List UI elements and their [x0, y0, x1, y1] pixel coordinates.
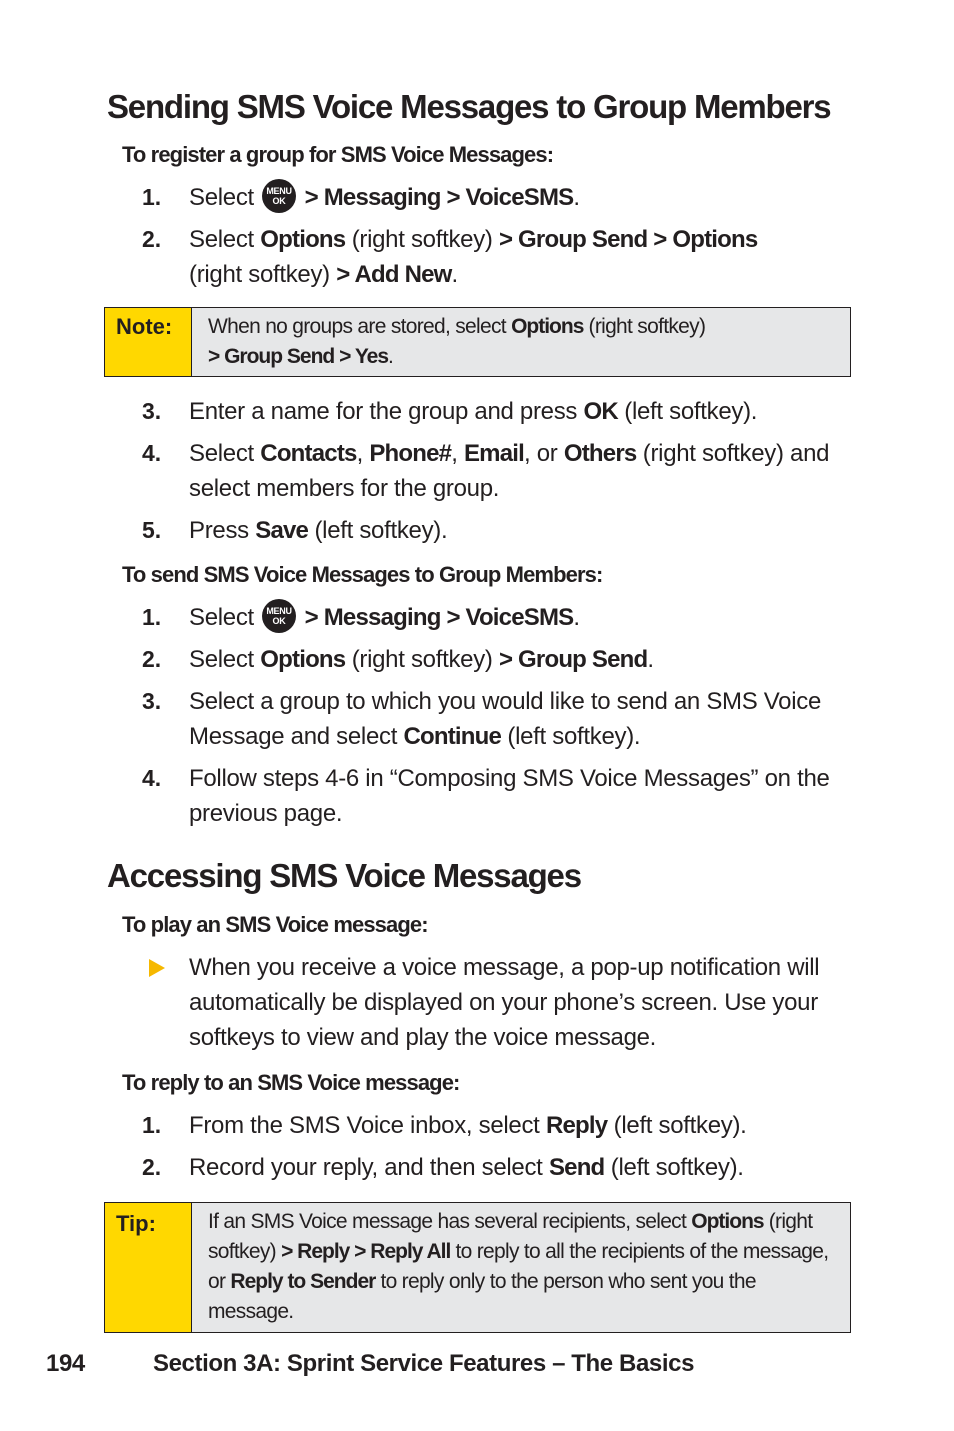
step-number: 3. [142, 398, 162, 424]
subheading-reply: To reply to an SMS Voice message: [122, 1070, 460, 1095]
step-text: Record your reply, and then select Send (left softkey). [189, 1154, 744, 1181]
step-number: 1. [142, 1112, 162, 1138]
footer-section-title: Section 3A: Sprint Service Features – The Basics [153, 1350, 695, 1377]
step-number: 4. [142, 765, 162, 791]
step-text: Select Options (right softkey) > Group Send. [189, 646, 654, 673]
step-text: Enter a name for the group and press OK (left softkey). [189, 398, 758, 425]
step-number: 5. [142, 517, 162, 543]
section-title-accessing: Accessing SMS Voice Messages [107, 857, 581, 894]
step-number: 1. [142, 604, 162, 630]
step-text: Select MENU OK > Messaging > VoiceSMS. [189, 600, 864, 636]
step-text: Follow steps 4-6 in “Composing SMS Voice Messages” on the previous page. [189, 765, 830, 827]
subheading-send: To send SMS Voice Messages to Group Members: [122, 562, 603, 587]
step-text: Select Options (right softkey) > Group Send > Options (right softkey) > Add New. [189, 226, 758, 288]
svg-text:MENU: MENU [266, 605, 292, 616]
subheading-play: To play an SMS Voice message: [122, 912, 428, 937]
svg-text:MENU: MENU [266, 185, 292, 196]
svg-text:OK: OK [272, 615, 286, 626]
note-box [104, 307, 851, 377]
step-text: Select Contacts, Phone#, Email, or Others (right softkey) and select members for the group. [189, 440, 830, 502]
tip-box [104, 1202, 851, 1333]
note-label: Note: [105, 308, 192, 376]
step-number: 1. [142, 184, 162, 210]
tip-label: Tip: [105, 1203, 192, 1332]
step-text: Select MENU OK > Messaging > VoiceSMS. [189, 180, 864, 216]
note-text: When no groups are stored, select Options (right softkey) > Group Send > Yes. [208, 315, 706, 368]
tip-text: If an SMS Voice message has several recipients, select Options (right softkey) > Reply > Reply All to reply to all the recipients of the message, or Reply to Sender to reply only to the person who sent you the message. [208, 1210, 829, 1323]
page-number: 194 [46, 1350, 85, 1377]
step-number: 2. [142, 646, 162, 672]
step-text: From the SMS Voice inbox, select Reply (left softkey). [189, 1112, 747, 1139]
bullet-text: When you receive a voice message, a pop-up notification will automatically be displayed on your phone’s screen. Use your softkeys to view and play the voice message. [189, 954, 820, 1051]
step-number: 4. [142, 440, 162, 466]
menu-ok-key-icon [262, 179, 296, 213]
step-text: Press Save (left softkey). [189, 517, 448, 544]
step-number: 2. [142, 226, 162, 252]
section-title-sending: Sending SMS Voice Messages to Group Members [107, 88, 831, 125]
step-text: Select a group to which you would like to send an SMS Voice Message and select Continue (left softkey). [189, 688, 822, 750]
svg-text:OK: OK [272, 195, 286, 206]
step-number: 3. [142, 688, 162, 714]
step-number: 2. [142, 1154, 162, 1180]
menu-ok-key-icon [262, 599, 296, 633]
subheading-register: To register a group for SMS Voice Messages: [122, 142, 554, 167]
bullet-arrow-icon [149, 959, 165, 982]
